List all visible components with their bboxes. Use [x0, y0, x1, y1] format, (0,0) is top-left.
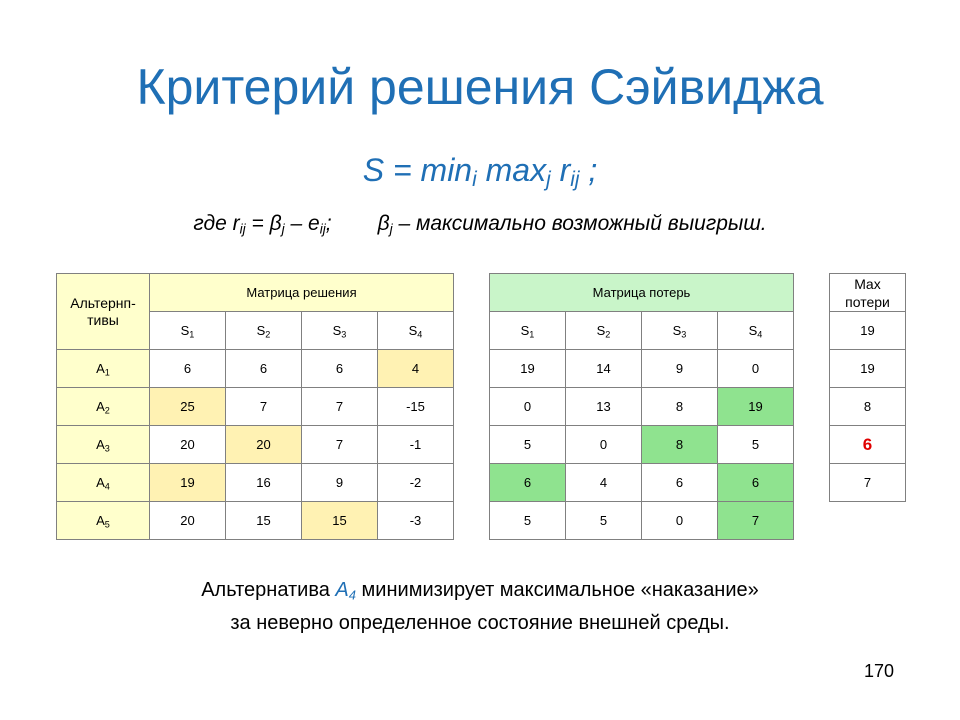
decision-cell: 6: [226, 350, 302, 388]
loss-cell: 5: [490, 426, 566, 464]
decision-cell: 15: [226, 502, 302, 540]
loss-cell: 0: [642, 502, 718, 540]
table-row: [830, 426, 906, 464]
table-row: [830, 312, 906, 350]
decision-cell: -15: [378, 388, 454, 426]
conclusion-rest: минимизирует максимальное «наказание»: [356, 579, 759, 601]
max-loss-cell: 7: [830, 464, 906, 502]
decision-cell: 7: [226, 388, 302, 426]
conclusion-line-2: за неверно определенное состояние внешней среды.: [230, 612, 730, 634]
decision-matrix-header: Матрица решения: [150, 274, 454, 312]
loss-col-header-letter: S: [520, 323, 530, 338]
loss-cell: 0: [490, 388, 566, 426]
beta-symbol: β: [377, 212, 390, 235]
formula-sub-ij: ij: [570, 168, 580, 192]
table-row: [490, 502, 794, 540]
decision-col-header: [302, 312, 378, 350]
max-loss-header: Max потери: [830, 274, 906, 312]
alternative-label-letter: A: [96, 399, 105, 414]
loss-cell: 8: [642, 388, 718, 426]
loss-matrix-header: Матрица потерь: [490, 274, 794, 312]
decision-cell: 25: [150, 388, 226, 426]
alternative-label: [57, 350, 150, 388]
decision-col-header-letter: S: [408, 323, 418, 338]
def-r-sub: ij: [239, 221, 246, 237]
alternative-label-letter: A: [96, 361, 105, 376]
decision-col-header-index: 3: [341, 329, 347, 340]
decision-cell: 6: [302, 350, 378, 388]
decision-cell: -2: [378, 464, 454, 502]
table-row: [57, 464, 454, 502]
beta-description: – максимально возможный выигрыш.: [392, 212, 767, 235]
max-loss-cell: 8: [830, 388, 906, 426]
alternative-label-letter: A: [96, 513, 105, 528]
table-row: [57, 426, 454, 464]
alternative-label-index: 5: [104, 519, 110, 530]
decision-col-header-letter: S: [180, 323, 190, 338]
table-row: [490, 350, 794, 388]
formula-sub-j: j: [546, 168, 551, 192]
beta-sub: j: [389, 221, 393, 237]
decision-col-header-letter: S: [332, 323, 342, 338]
decision-cell: 20: [150, 502, 226, 540]
max-loss-cell: 19: [830, 350, 906, 388]
conclusion-line-1: [0, 574, 960, 607]
formula-min: S = min: [362, 152, 473, 188]
loss-col-header-letter: S: [672, 323, 682, 338]
loss-cell: 6: [642, 464, 718, 502]
min-max-loss-cell: 6: [830, 426, 906, 464]
page-number: 170: [864, 661, 895, 681]
def-e: – e: [284, 212, 320, 235]
max-loss-table: [829, 273, 906, 502]
decision-cell: 16: [226, 464, 302, 502]
loss-col-header-letter: S: [596, 323, 606, 338]
decision-cell: 15: [302, 502, 378, 540]
formula-definition: [0, 212, 960, 236]
slide-title: Критерий решения Сэйвиджа: [136, 59, 824, 115]
formula-max: max: [476, 152, 547, 188]
loss-col-header-index: 3: [681, 329, 687, 340]
decision-col-header-index: 2: [265, 329, 271, 340]
loss-col-header: [566, 312, 642, 350]
loss-col-header-letter: S: [748, 323, 758, 338]
alternative-label-letter: A: [96, 475, 105, 490]
table-row: [490, 388, 794, 426]
formula-sub-i: i: [472, 168, 477, 192]
decision-cell: 9: [302, 464, 378, 502]
alternative-label-letter: A: [96, 437, 105, 452]
table-row: [490, 464, 794, 502]
loss-col-header-index: 2: [605, 329, 611, 340]
alternative-label-index: 4: [104, 481, 110, 492]
loss-cell: 5: [490, 502, 566, 540]
decision-cell: 20: [226, 426, 302, 464]
loss-cell: 19: [490, 350, 566, 388]
def-beta: = β: [245, 212, 282, 235]
table-row: [490, 426, 794, 464]
def-semicolon: ;: [325, 212, 332, 235]
loss-matrix-table: [489, 273, 794, 540]
table-row: [830, 350, 906, 388]
table-row: [830, 464, 906, 502]
formula-tail: ;: [579, 152, 598, 188]
decision-col-header-index: 1: [189, 329, 195, 340]
decision-col-header: [378, 312, 454, 350]
loss-cell: 5: [718, 426, 794, 464]
decision-col-header-letter: S: [256, 323, 266, 338]
formula-r: r: [550, 152, 571, 188]
decision-cell: 6: [150, 350, 226, 388]
savage-formula: [0, 152, 960, 192]
loss-col-header: [642, 312, 718, 350]
decision-cell: 19: [150, 464, 226, 502]
alternative-label-index: 2: [104, 405, 110, 416]
loss-col-header: [718, 312, 794, 350]
decision-cell: 4: [378, 350, 454, 388]
def-r: где r: [193, 212, 240, 235]
alternatives-header: Альтернп-тивы: [57, 274, 150, 350]
loss-cell: 19: [718, 388, 794, 426]
decision-cell: 20: [150, 426, 226, 464]
decision-cell: 7: [302, 388, 378, 426]
loss-cell: 9: [642, 350, 718, 388]
loss-cell: 6: [490, 464, 566, 502]
alternative-label: [57, 426, 150, 464]
loss-col-header-index: 1: [529, 329, 535, 340]
loss-cell: 8: [642, 426, 718, 464]
decision-col-header-index: 4: [417, 329, 423, 340]
alternative-label-index: 3: [104, 443, 110, 454]
alternative-label: [57, 464, 150, 502]
decision-cell: 7: [302, 426, 378, 464]
alternative-label: [57, 388, 150, 426]
table-row: [57, 350, 454, 388]
conclusion-prefix: Альтернатива: [201, 579, 336, 601]
loss-col-header: [490, 312, 566, 350]
def-beta-sub: j: [281, 221, 285, 237]
loss-cell: 5: [566, 502, 642, 540]
loss-cell: 7: [718, 502, 794, 540]
decision-cell: -1: [378, 426, 454, 464]
decision-col-header: [226, 312, 302, 350]
alternative-label-index: 1: [104, 367, 110, 378]
loss-cell: 0: [718, 350, 794, 388]
conclusion-text: [0, 574, 960, 640]
loss-cell: 0: [566, 426, 642, 464]
loss-col-header-index: 4: [757, 329, 763, 340]
decision-cell: -3: [378, 502, 454, 540]
max-loss-cell: 19: [830, 312, 906, 350]
decision-col-header: [150, 312, 226, 350]
table-row: [57, 502, 454, 540]
def-e-sub: ij: [319, 221, 326, 237]
loss-cell: 6: [718, 464, 794, 502]
table-row: [830, 388, 906, 426]
loss-cell: 4: [566, 464, 642, 502]
loss-cell: 14: [566, 350, 642, 388]
table-row: [57, 388, 454, 426]
loss-cell: 13: [566, 388, 642, 426]
conclusion-alt: A: [335, 579, 349, 601]
decision-matrix-table: [56, 273, 454, 540]
alternative-label: [57, 502, 150, 540]
conclusion-alt-sub: 4: [348, 587, 356, 603]
